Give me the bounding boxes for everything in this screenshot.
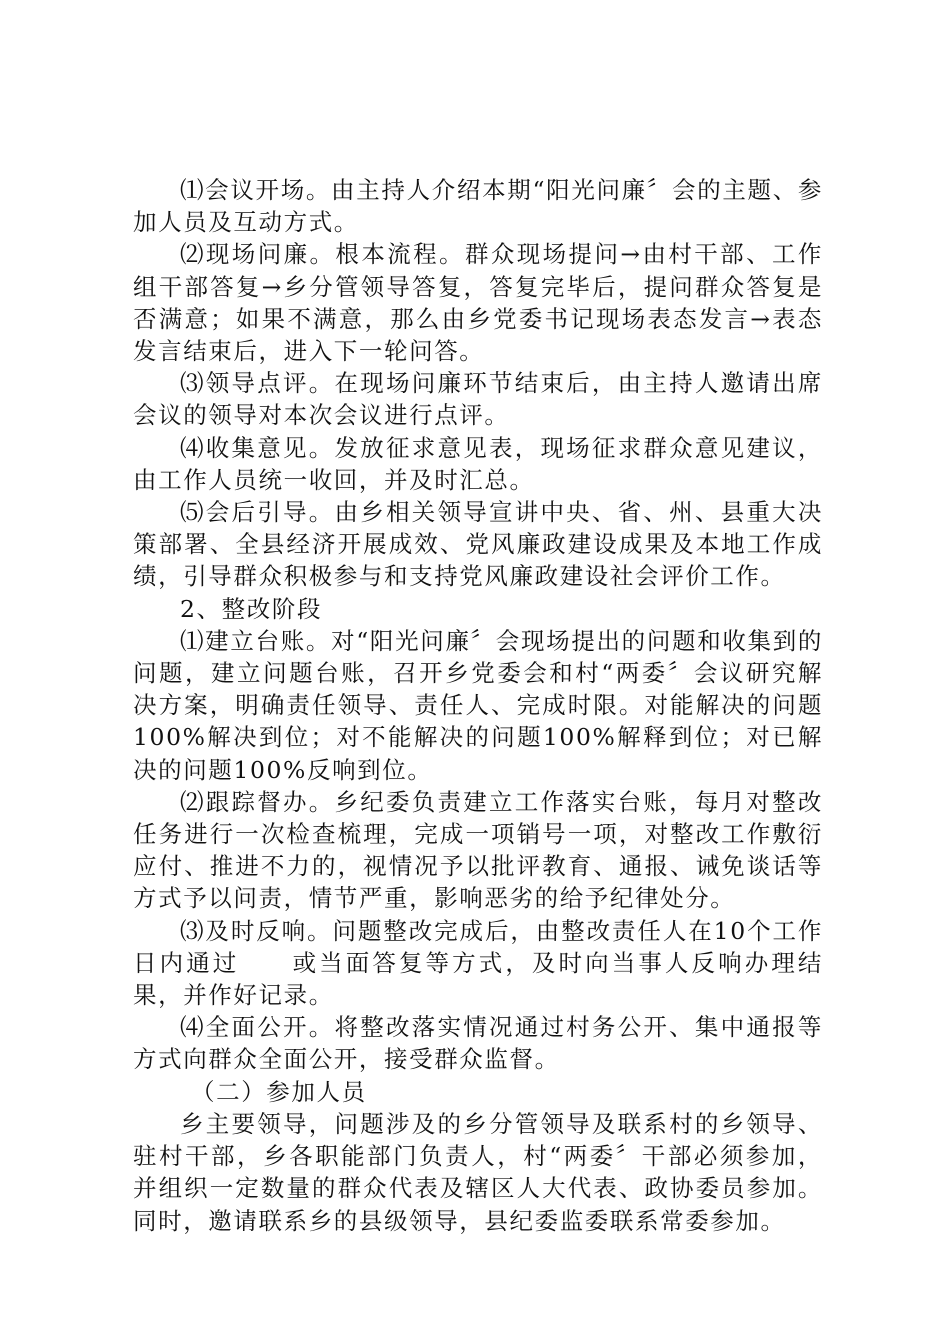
paragraph-post-meeting-guidance: ⑸会后引导。由乡相关领导宣讲中央、省、州、县重大决策部署、全县经济开展成效、党风廉政建设成果及本地工作成绩，引导群众积极参与和支持党风廉政建设社会评价工作。 (133, 498, 823, 591)
paragraph-timely-feedback: ⑶及时反响。问题整改完成后，由整改责任人在10个工作日内通过 或当面答复等方式，及时向当事人反响办理结果，并作好记录。 (133, 916, 823, 1010)
paragraph-establish-ledger: ⑴建立台账。对“阳光问廉〞会现场提出的问题和收集到的问题，建立问题台账，召开乡党委会和村“两委〞会议研究解决方案，明确责任领导、责任人、完成时限。对能解决的问题100%解决到位；对不能解决的问题100%解释到位；对已解决的问题100%反响到位。 (133, 626, 823, 784)
document-body (133, 174, 823, 1237)
paragraph-tracking-supervision: ⑵跟踪督办。乡纪委负责建立工作落实台账，每月对整改任务进行一次检查梳理，完成一项销号一项，对整改工作敷衍应付、推进不力的，视情况予以批评教育、通报、诫免谈话等方式予以问责，情节严重，影响恶劣的给予纪律处分。 (133, 787, 823, 913)
paragraph-participants: 乡主要领导，问题涉及的乡分管领导及联系村的乡领导、驻村干部，乡各职能部门负责人，村“两委〞干部必须参加，并组织一定数量的群众代表及辖区人大代表、政协委员参加。同时，邀请联系乡的县级领导，县纪委监委联系常委参加。 (133, 1109, 823, 1235)
paragraph-collect-opinions: ⑷收集意见。发放征求意见表，现场征求群众意见建议，由工作人员统一收回，并及时汇总。 (133, 433, 823, 494)
paragraph-meeting-opening: ⑴会议开场。由主持人介绍本期“阳光问廉〞会的主题、参加人员及互动方式。 (133, 176, 823, 237)
section-heading-participants: （二）参加人员 (191, 1077, 367, 1106)
paragraph-onsite-inquiry: ⑵现场问廉。根本流程。群众现场提问→由村干部、工作组干部答复→乡分管领导答复，答复完毕后，提问群众答复是否满意；如果不满意，那么由乡党委书记现场表态发言→表态发言结束后，进入下一轮问答。 (133, 240, 823, 366)
paragraph-full-disclosure: ⑷全面公开。将整改落实情况通过村务公开、集中通报等方式向群众全面公开，接受群众监督。 (133, 1013, 823, 1074)
paragraph-leader-review: ⑶领导点评。在现场问廉环节结束后，由主持人邀请出席会议的领导对本次会议进行点评。 (133, 369, 823, 430)
section-heading-rectification: 2、整改阶段 (180, 594, 323, 623)
